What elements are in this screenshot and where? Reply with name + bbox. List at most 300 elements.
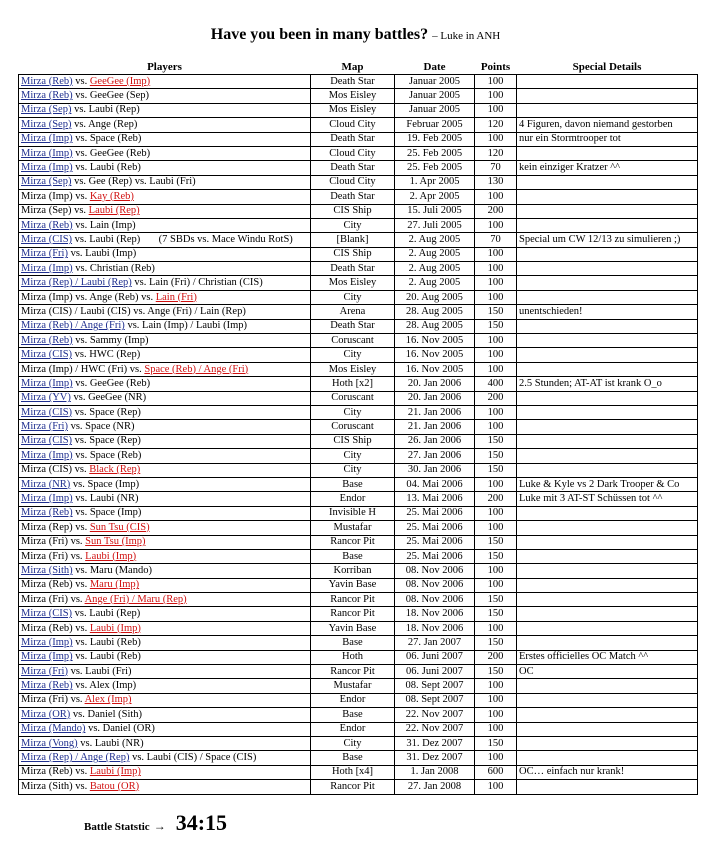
cell-date: 04. Mai 2006 xyxy=(395,477,475,491)
cell-players xyxy=(19,578,311,592)
cell-map: [Blank] xyxy=(311,233,395,247)
player-text: vs. Lain (Imp) xyxy=(72,219,136,231)
table-row xyxy=(19,665,698,679)
table-row xyxy=(19,564,698,578)
cell-map: Yavin Base xyxy=(311,578,395,592)
cell-players xyxy=(19,463,311,477)
cell-map: Rancor Pit xyxy=(311,780,395,794)
cell-details xyxy=(517,190,698,204)
table-row xyxy=(19,262,698,276)
opponent-name: Maru (Imp) xyxy=(89,579,140,591)
player-text: vs. GeeGee (Reb) xyxy=(72,377,151,389)
player-text: Mirza (CIS) vs. xyxy=(21,464,90,476)
cell-players xyxy=(19,693,311,707)
cell-points: 150 xyxy=(475,607,517,621)
cell-details: nur ein Stormtrooper tot xyxy=(517,132,698,146)
cell-points: 100 xyxy=(475,89,517,103)
cell-players xyxy=(19,679,311,693)
table-row xyxy=(19,578,698,592)
table-row xyxy=(19,535,698,549)
winner-name: Mirza (Fri) xyxy=(21,665,68,677)
cell-players xyxy=(19,765,311,779)
cell-points: 150 xyxy=(475,736,517,750)
cell-points: 100 xyxy=(475,693,517,707)
opponent-name: Sun Tsu (Imp) xyxy=(85,536,146,548)
cell-map: Endor xyxy=(311,693,395,707)
col-header-players: Players xyxy=(147,61,182,73)
table-row xyxy=(19,89,698,103)
cell-map: Mos Eisley xyxy=(311,362,395,376)
cell-map: Cloud City xyxy=(311,146,395,160)
cell-map: Mustafar xyxy=(311,679,395,693)
cell-map: Death Star xyxy=(311,132,395,146)
winner-name: Mirza (Mando) xyxy=(21,723,86,735)
cell-points: 150 xyxy=(475,449,517,463)
cell-players xyxy=(19,506,311,520)
cell-date: 18. Nov 2006 xyxy=(395,621,475,635)
cell-points: 100 xyxy=(475,708,517,722)
player-text: vs. GeeGee (Reb) xyxy=(72,147,151,159)
cell-map: Base xyxy=(311,477,395,491)
table-row xyxy=(19,305,698,319)
table-row xyxy=(19,247,698,261)
cell-details xyxy=(517,449,698,463)
winner-name: Mirza (CIS) xyxy=(21,349,73,361)
cell-points: 150 xyxy=(475,434,517,448)
cell-map: Yavin Base xyxy=(311,621,395,635)
cell-details: 2.5 Stunden; AT-AT ist krank O_o xyxy=(517,377,698,391)
player-text: vs. Space (Rep) xyxy=(72,406,141,418)
cell-map: Death Star xyxy=(311,190,395,204)
winner-name: Mirza (Imp) xyxy=(21,147,73,159)
cell-details xyxy=(517,621,698,635)
cell-players xyxy=(19,118,311,132)
winner-name: Mirza (Imp) xyxy=(21,133,73,145)
cell-details xyxy=(517,780,698,794)
table-row xyxy=(19,607,698,621)
cell-players xyxy=(19,650,311,664)
arrow-icon: → xyxy=(153,819,166,833)
col-header-map: Map xyxy=(341,61,364,73)
cell-map: Base xyxy=(311,636,395,650)
cell-date: 1. Apr 2005 xyxy=(395,175,475,189)
cell-map: Invisible H xyxy=(311,506,395,520)
cell-points: 100 xyxy=(475,578,517,592)
winner-name: Mirza (Imp) xyxy=(21,651,73,663)
player-text: vs. Laubi (Fri) xyxy=(67,665,132,677)
cell-map: CIS Ship xyxy=(311,204,395,218)
player-text: vs. Laubi (CIS) / Space (CIS) xyxy=(129,752,257,764)
cell-players xyxy=(19,449,311,463)
cell-date: 25. Mai 2006 xyxy=(395,521,475,535)
cell-date: 08. Nov 2006 xyxy=(395,564,475,578)
cell-players xyxy=(19,708,311,722)
cell-date: Januar 2005 xyxy=(395,103,475,117)
winner-name: Mirza (Reb) xyxy=(21,334,73,346)
table-row xyxy=(19,132,698,146)
player-text: vs. Laubi (Rep) xyxy=(72,608,141,620)
cell-map: Coruscant xyxy=(311,420,395,434)
cell-date: 1. Jan 2008 xyxy=(395,765,475,779)
player-text: vs. xyxy=(72,75,90,87)
winner-name: Mirza (Reb) xyxy=(21,75,73,87)
player-text: Mirza (Reb) vs. xyxy=(21,766,90,778)
cell-date: 31. Dez 2007 xyxy=(395,736,475,750)
winner-name: Mirza (Imp) xyxy=(21,262,73,274)
cell-map: Mos Eisley xyxy=(311,89,395,103)
table-row xyxy=(19,377,698,391)
cell-players xyxy=(19,89,311,103)
cell-date: Februar 2005 xyxy=(395,118,475,132)
cell-date: 06. Juni 2007 xyxy=(395,665,475,679)
table-row xyxy=(19,290,698,304)
cell-points: 150 xyxy=(475,319,517,333)
winner-name: Mirza (CIS) xyxy=(21,406,73,418)
cell-details xyxy=(517,679,698,693)
cell-date: 27. Jan 2008 xyxy=(395,780,475,794)
cell-points: 100 xyxy=(475,276,517,290)
cell-date: 08. Nov 2006 xyxy=(395,593,475,607)
cell-details: Luke & Kyle vs 2 Dark Trooper & Co xyxy=(517,477,698,491)
table-row xyxy=(19,218,698,232)
winner-name: Mirza (CIS) xyxy=(21,435,73,447)
cell-points: 150 xyxy=(475,636,517,650)
cell-details xyxy=(517,276,698,290)
cell-details xyxy=(517,434,698,448)
cell-players xyxy=(19,665,311,679)
cell-date: 22. Nov 2007 xyxy=(395,708,475,722)
col-header-points: Points xyxy=(480,61,511,73)
cell-points: 200 xyxy=(475,391,517,405)
table-row xyxy=(19,391,698,405)
cell-players xyxy=(19,736,311,750)
cell-map: Base xyxy=(311,549,395,563)
cell-players xyxy=(19,190,311,204)
cell-details: Special um CW 12/13 zu simulieren ;) xyxy=(517,233,698,247)
opponent-name: Laubi (Imp) xyxy=(89,766,141,778)
cell-players xyxy=(19,722,311,736)
table-row xyxy=(19,276,698,290)
cell-date: 28. Aug 2005 xyxy=(395,319,475,333)
player-text: vs. Space (Imp) xyxy=(72,507,142,519)
cell-points: 100 xyxy=(475,621,517,635)
cell-map: Hoth xyxy=(311,650,395,664)
winner-name: Mirza (Sith) xyxy=(21,564,73,576)
table-row xyxy=(19,190,698,204)
cell-date: 20. Jan 2006 xyxy=(395,391,475,405)
table-row xyxy=(19,362,698,376)
cell-map: Base xyxy=(311,708,395,722)
cell-points: 150 xyxy=(475,535,517,549)
cell-points: 200 xyxy=(475,204,517,218)
cell-date: 21. Jan 2006 xyxy=(395,405,475,419)
cell-players xyxy=(19,405,311,419)
cell-players xyxy=(19,621,311,635)
cell-date: 31. Dez 2007 xyxy=(395,751,475,765)
cell-date: Januar 2005 xyxy=(395,75,475,89)
winner-name: Mirza (YV) xyxy=(21,392,71,404)
winner-name: Mirza (Imp) xyxy=(21,493,73,505)
cell-players xyxy=(19,607,311,621)
player-text: vs. Daniel (Sith) xyxy=(70,708,143,720)
cell-players xyxy=(19,391,311,405)
table-row xyxy=(19,75,698,89)
cell-points: 70 xyxy=(475,233,517,247)
cell-details xyxy=(517,564,698,578)
cell-map: Endor xyxy=(311,492,395,506)
cell-players xyxy=(19,377,311,391)
cell-players xyxy=(19,305,311,319)
cell-points: 100 xyxy=(475,348,517,362)
cell-points: 100 xyxy=(475,722,517,736)
cell-players xyxy=(19,146,311,160)
cell-date: 25. Mai 2006 xyxy=(395,535,475,549)
cell-map: City xyxy=(311,348,395,362)
cell-map: Arena xyxy=(311,305,395,319)
cell-date: 27. Juli 2005 xyxy=(395,218,475,232)
player-text: vs. Space (NR) xyxy=(67,421,135,433)
cell-points: 70 xyxy=(475,161,517,175)
winner-name: Mirza (Reb) xyxy=(21,219,73,231)
table-row xyxy=(19,506,698,520)
cell-players xyxy=(19,348,311,362)
cell-points: 100 xyxy=(475,362,517,376)
cell-date: 25. Mai 2006 xyxy=(395,549,475,563)
cell-details xyxy=(517,362,698,376)
cell-details xyxy=(517,290,698,304)
cell-details xyxy=(517,319,698,333)
player-text: vs. Laubi (Imp) xyxy=(67,248,137,260)
cell-players xyxy=(19,564,311,578)
cell-players xyxy=(19,161,311,175)
winner-name: Mirza (Reb) xyxy=(21,680,73,692)
table-row xyxy=(19,736,698,750)
player-text: vs. Laubi (Reb) xyxy=(72,162,141,174)
cell-points: 200 xyxy=(475,650,517,664)
table-row xyxy=(19,233,698,247)
winner-name: Mirza (NR) xyxy=(21,478,71,490)
cell-points: 100 xyxy=(475,506,517,520)
table-row xyxy=(19,334,698,348)
cell-players xyxy=(19,420,311,434)
cell-details xyxy=(517,708,698,722)
player-text: Mirza (Imp) vs. Ange (Reb) vs. xyxy=(21,291,156,303)
table-row xyxy=(19,722,698,736)
player-text: Mirza (Fri) vs. xyxy=(21,550,86,562)
cell-date: 25. Mai 2006 xyxy=(395,506,475,520)
table-row xyxy=(19,319,698,333)
cell-map: Cloud City xyxy=(311,118,395,132)
cell-map: City xyxy=(311,290,395,304)
opponent-name: Batou (OR) xyxy=(89,780,140,792)
cell-points: 150 xyxy=(475,305,517,319)
winner-name: Mirza (Vong) xyxy=(21,737,78,749)
winner-name: Mirza (Imp) xyxy=(21,162,73,174)
winner-name: Mirza (Rep) / Ange (Rep) xyxy=(21,752,130,764)
cell-map: Mos Eisley xyxy=(311,276,395,290)
player-text: vs. Christian (Reb) xyxy=(72,262,155,274)
player-text: vs. Space (Imp) xyxy=(70,478,140,490)
cell-points: 100 xyxy=(475,262,517,276)
player-text: vs. Gee (Rep) vs. Laubi (Fri) xyxy=(71,176,196,188)
cell-map: Rancor Pit xyxy=(311,535,395,549)
cell-points: 100 xyxy=(475,521,517,535)
cell-date: 26. Jan 2006 xyxy=(395,434,475,448)
cell-map: City xyxy=(311,449,395,463)
player-text: vs. Laubi (Reb) xyxy=(72,651,141,663)
cell-details: Erstes officielles OC Match ^^ xyxy=(517,650,698,664)
cell-details: OC xyxy=(517,665,698,679)
winner-name: Mirza (Sep) xyxy=(21,104,72,116)
cell-details xyxy=(517,218,698,232)
opponent-name: Alex (Imp) xyxy=(84,694,132,706)
cell-details: 4 Figuren, davon niemand gestorben xyxy=(517,118,698,132)
cell-map: Korriban xyxy=(311,564,395,578)
table-row xyxy=(19,463,698,477)
cell-map: Rancor Pit xyxy=(311,607,395,621)
cell-players xyxy=(19,751,311,765)
cell-details xyxy=(517,75,698,89)
cell-date: 28. Aug 2005 xyxy=(395,305,475,319)
battles-table xyxy=(18,60,698,795)
player-text: Mirza (Sep) vs. xyxy=(21,205,89,217)
col-header-date: Date xyxy=(423,61,446,73)
winner-name: Mirza (CIS) xyxy=(21,233,73,245)
cell-players xyxy=(19,290,311,304)
table-row xyxy=(19,636,698,650)
cell-details xyxy=(517,722,698,736)
player-note: (7 SBDs vs. Mace Windu RotS) xyxy=(158,233,293,245)
cell-map: Death Star xyxy=(311,319,395,333)
cell-points: 100 xyxy=(475,132,517,146)
cell-points: 400 xyxy=(475,377,517,391)
winner-name: Mirza (OR) xyxy=(21,708,71,720)
cell-map: CIS Ship xyxy=(311,247,395,261)
subtitle-text: – Luke in ANH xyxy=(432,30,501,42)
cell-details: kein einziger Kratzer ^^ xyxy=(517,161,698,175)
cell-players xyxy=(19,319,311,333)
player-text: vs. Space (Reb) xyxy=(72,133,142,145)
cell-map: Cloud City xyxy=(311,175,395,189)
cell-map: Coruscant xyxy=(311,391,395,405)
cell-details xyxy=(517,175,698,189)
table-row xyxy=(19,549,698,563)
cell-players xyxy=(19,247,311,261)
cell-date: 25. Feb 2005 xyxy=(395,161,475,175)
opponent-name: Lain (Fri) xyxy=(155,291,197,303)
cell-map: Rancor Pit xyxy=(311,665,395,679)
winner-name: Mirza (Fri) xyxy=(21,421,68,433)
player-text: vs. Laubi (NR) xyxy=(72,493,139,505)
table-row xyxy=(19,420,698,434)
cell-players xyxy=(19,276,311,290)
player-text: vs. Lain (Fri) / Christian (CIS) xyxy=(131,277,263,289)
player-text: vs. Space (Reb) xyxy=(72,449,142,461)
player-text: Mirza (Reb) vs. xyxy=(21,579,90,591)
player-text: Mirza (CIS) / Laubi (CIS) vs. Ange (Fri) / Lain (Rep) xyxy=(21,305,246,317)
cell-date: 19. Feb 2005 xyxy=(395,132,475,146)
cell-map: CIS Ship xyxy=(311,434,395,448)
cell-map: Rancor Pit xyxy=(311,593,395,607)
cell-players xyxy=(19,521,311,535)
cell-map: City xyxy=(311,736,395,750)
player-text: vs. Daniel (OR) xyxy=(85,723,155,735)
opponent-name: Laubi (Imp) xyxy=(85,550,137,562)
cell-date: 06. Juni 2007 xyxy=(395,650,475,664)
cell-details xyxy=(517,204,698,218)
stat-label: Battle Statstic xyxy=(84,821,150,833)
player-text: Mirza (Sith) vs. xyxy=(21,780,90,792)
cell-details xyxy=(517,348,698,362)
cell-players xyxy=(19,132,311,146)
table-row xyxy=(19,118,698,132)
winner-name: Mirza (Rep) / Laubi (Rep) xyxy=(21,277,132,289)
cell-details xyxy=(517,334,698,348)
table-row xyxy=(19,693,698,707)
cell-points: 100 xyxy=(475,334,517,348)
winner-name: Mirza (Reb) / Ange (Fri) xyxy=(21,320,125,332)
table-row xyxy=(19,146,698,160)
player-text: vs. HWC (Rep) xyxy=(72,349,141,361)
cell-map: Mustafar xyxy=(311,521,395,535)
title-text: Have you been in many battles? xyxy=(210,26,429,43)
cell-points: 100 xyxy=(475,103,517,117)
player-text: Mirza (Reb) vs. xyxy=(21,622,90,634)
table-row xyxy=(19,348,698,362)
cell-map: City xyxy=(311,405,395,419)
opponent-name: Kay (Reb) xyxy=(89,190,134,202)
cell-details xyxy=(517,736,698,750)
cell-details xyxy=(517,636,698,650)
cell-points: 200 xyxy=(475,492,517,506)
cell-details: OC… einfach nur krank! xyxy=(517,765,698,779)
table-row xyxy=(19,405,698,419)
cell-date: 16. Nov 2005 xyxy=(395,348,475,362)
cell-details xyxy=(517,751,698,765)
cell-details xyxy=(517,463,698,477)
player-text: vs. Lain (Imp) / Laubi (Imp) xyxy=(124,320,247,332)
cell-points: 150 xyxy=(475,593,517,607)
cell-date: 21. Jan 2006 xyxy=(395,420,475,434)
cell-players xyxy=(19,434,311,448)
table-row xyxy=(19,434,698,448)
opponent-name: Laubi (Rep) xyxy=(88,205,140,217)
table-row xyxy=(19,621,698,635)
opponent-name: Space (Reb) / Ange (Fri) xyxy=(144,363,249,375)
cell-details xyxy=(517,593,698,607)
cell-points: 100 xyxy=(475,290,517,304)
cell-details xyxy=(517,89,698,103)
player-text: vs. Laubi (Reb) xyxy=(72,636,141,648)
cell-details xyxy=(517,247,698,261)
table-row xyxy=(19,477,698,491)
player-text: Mirza (Rep) vs. xyxy=(21,521,90,533)
table-row xyxy=(19,650,698,664)
cell-date: 08. Sept 2007 xyxy=(395,693,475,707)
stat-score: 34:15 xyxy=(175,810,228,835)
cell-details: Luke mit 3 AT-ST Schüssen tot ^^ xyxy=(517,492,698,506)
cell-map: Death Star xyxy=(311,161,395,175)
player-text: Mirza (Imp) vs. xyxy=(21,190,90,202)
table-row xyxy=(19,204,698,218)
cell-details xyxy=(517,535,698,549)
winner-name: Mirza (Imp) xyxy=(21,377,73,389)
cell-date: 2. Aug 2005 xyxy=(395,276,475,290)
cell-points: 150 xyxy=(475,665,517,679)
cell-details xyxy=(517,607,698,621)
opponent-name: Laubi (Imp) xyxy=(89,622,141,634)
cell-players xyxy=(19,362,311,376)
